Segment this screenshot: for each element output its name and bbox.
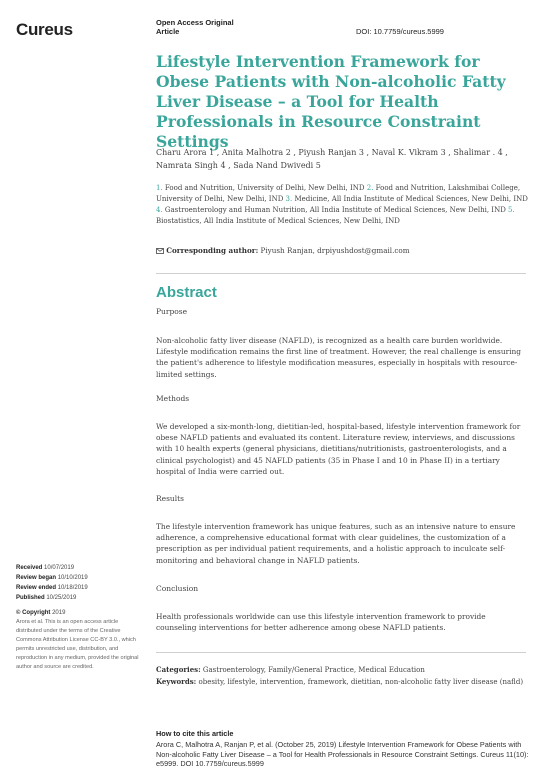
affiliation-1: 1. Food and Nutrition, University of Delhi, New Delhi, IND — [156, 184, 365, 192]
access-label — [156, 18, 234, 36]
review-began-date: Review began 10/10/2019 — [16, 575, 88, 581]
keywords: Keywords: obesity, lifestyle, intervention, framework, dietitian, non-alcoholic fatty liver disease (nafld) — [156, 677, 524, 686]
conclusion-text: Health professionals worldwide can use this lifestyle intervention framework to provide counseling interventions for better adherence among obese NAFLD patients. — [156, 612, 486, 633]
corresponding-label: Corresponding author: — [166, 246, 259, 255]
results-text: The lifestyle intervention framework has unique features, such as an intensive nature to ensure adherence, a comprehensive educational format with clear guidelines, the customization of a prescription as per individual patient requirements, and a holistic approach to inculcate self-monitoring and behavioral change in NAFLD patients. — [156, 522, 516, 565]
citation-text: Arora C, Malhotra A, Ranjan P, et al. (October 25, 2019) Lifestyle Intervention Framework for Obese Patients with Non-alcoholic Fatty Liver Disease – a Tool for Health Professionals in Resource Constraint Settings. Cureus 11(10): e5999. DOI 10.7759/cureus.5999 — [156, 740, 529, 768]
affiliation-4: 4. Gastroenterology and Human Nutrition, All India Institute of Medical Sciences, New Delhi, IND — [156, 206, 506, 214]
affiliation-2: 2. Food and Nutrition, Lakshmibai College, University of Delhi, New Delhi, IND — [156, 184, 521, 203]
received-date: Received 10/07/2019 — [16, 565, 75, 571]
categories: Categories: Gastroenterology, Family/General Practice, Medical Education — [156, 665, 425, 674]
categories-keywords — [156, 664, 528, 688]
article-type: Article — [156, 27, 180, 36]
abstract-heading: Abstract — [156, 284, 217, 301]
corresponding-author — [156, 246, 410, 255]
purpose-text: Non-alcoholic fatty liver disease (NAFLD), is recognized as a health care burden worldwide. Lifestyle modification remains the first line of treatment. However, the real challenge is ensuring the patient's adherence to lifestyle modification measures, especially in hospitals with resource-limited settings. — [156, 336, 521, 379]
corresponding-contact[interactable]: Piyush Ranjan, drpiyushdost@gmail.com — [260, 246, 410, 255]
envelope-icon — [156, 248, 164, 254]
license-text: Arora et al. This is an open access article distributed under the terms of the Creative Commons Attribution License CC-BY 3.0., which permits unrestricted use, distribution, and reproduction in any medium, provided the original author and source are credited. — [16, 619, 139, 670]
divider — [156, 273, 526, 274]
review-ended-date: Review ended 10/18/2019 — [16, 585, 88, 591]
affiliation-3: 3. Medicine, All India Institute of Medical Sciences, New Delhi, IND — [285, 195, 528, 203]
authors: Charu Arora 1 , Anita Malhotra 2 , Piyush Ranjan 3 , Naval K. Vikram 3 , Shalimar . 4 , Namrata Singh 4 , Sada Nand Dwivedi 5 — [156, 148, 508, 170]
doi[interactable]: DOI: 10.7759/cureus.5999 — [356, 27, 444, 36]
article-title: Lifestyle Intervention Framework for Obese Patients with Non-alcoholic Fatty Liver Disease – a Tool for Health Professionals in Resource Constraint Settings — [156, 52, 506, 151]
affiliations — [156, 183, 528, 227]
publication-dates — [16, 563, 88, 603]
published-date: Published 10/25/2019 — [16, 595, 77, 601]
copyright: © Copyright 2019 — [16, 610, 66, 616]
methods-text: We developed a six-month-long, dietitian-led, hospital-based, lifestyle intervention framework for obese NAFLD patients and evaluated its content. Literature review, interviews, and discussions with 10 health experts (general physicians, dietitians/nutritionists, gastroenterologists, and a clinical psychologist) and 45 NAFLD patients (35 in Phase I and 10 in Phase II) in a tertiary hospital of India were carried out. — [156, 422, 521, 476]
divider — [156, 652, 526, 653]
purpose-heading: Purpose — [156, 307, 188, 316]
journal-logo: Cureus — [16, 20, 73, 39]
methods-heading: Methods — [156, 394, 190, 403]
conclusion-heading: Conclusion — [156, 584, 199, 593]
access-type: Open Access Original — [156, 18, 234, 27]
citation-heading: How to cite this article — [156, 729, 234, 738]
affiliation-5: 5. Biostatistics, All India Institute of Medical Sciences, New Delhi, IND — [156, 206, 515, 225]
results-heading: Results — [156, 494, 185, 503]
